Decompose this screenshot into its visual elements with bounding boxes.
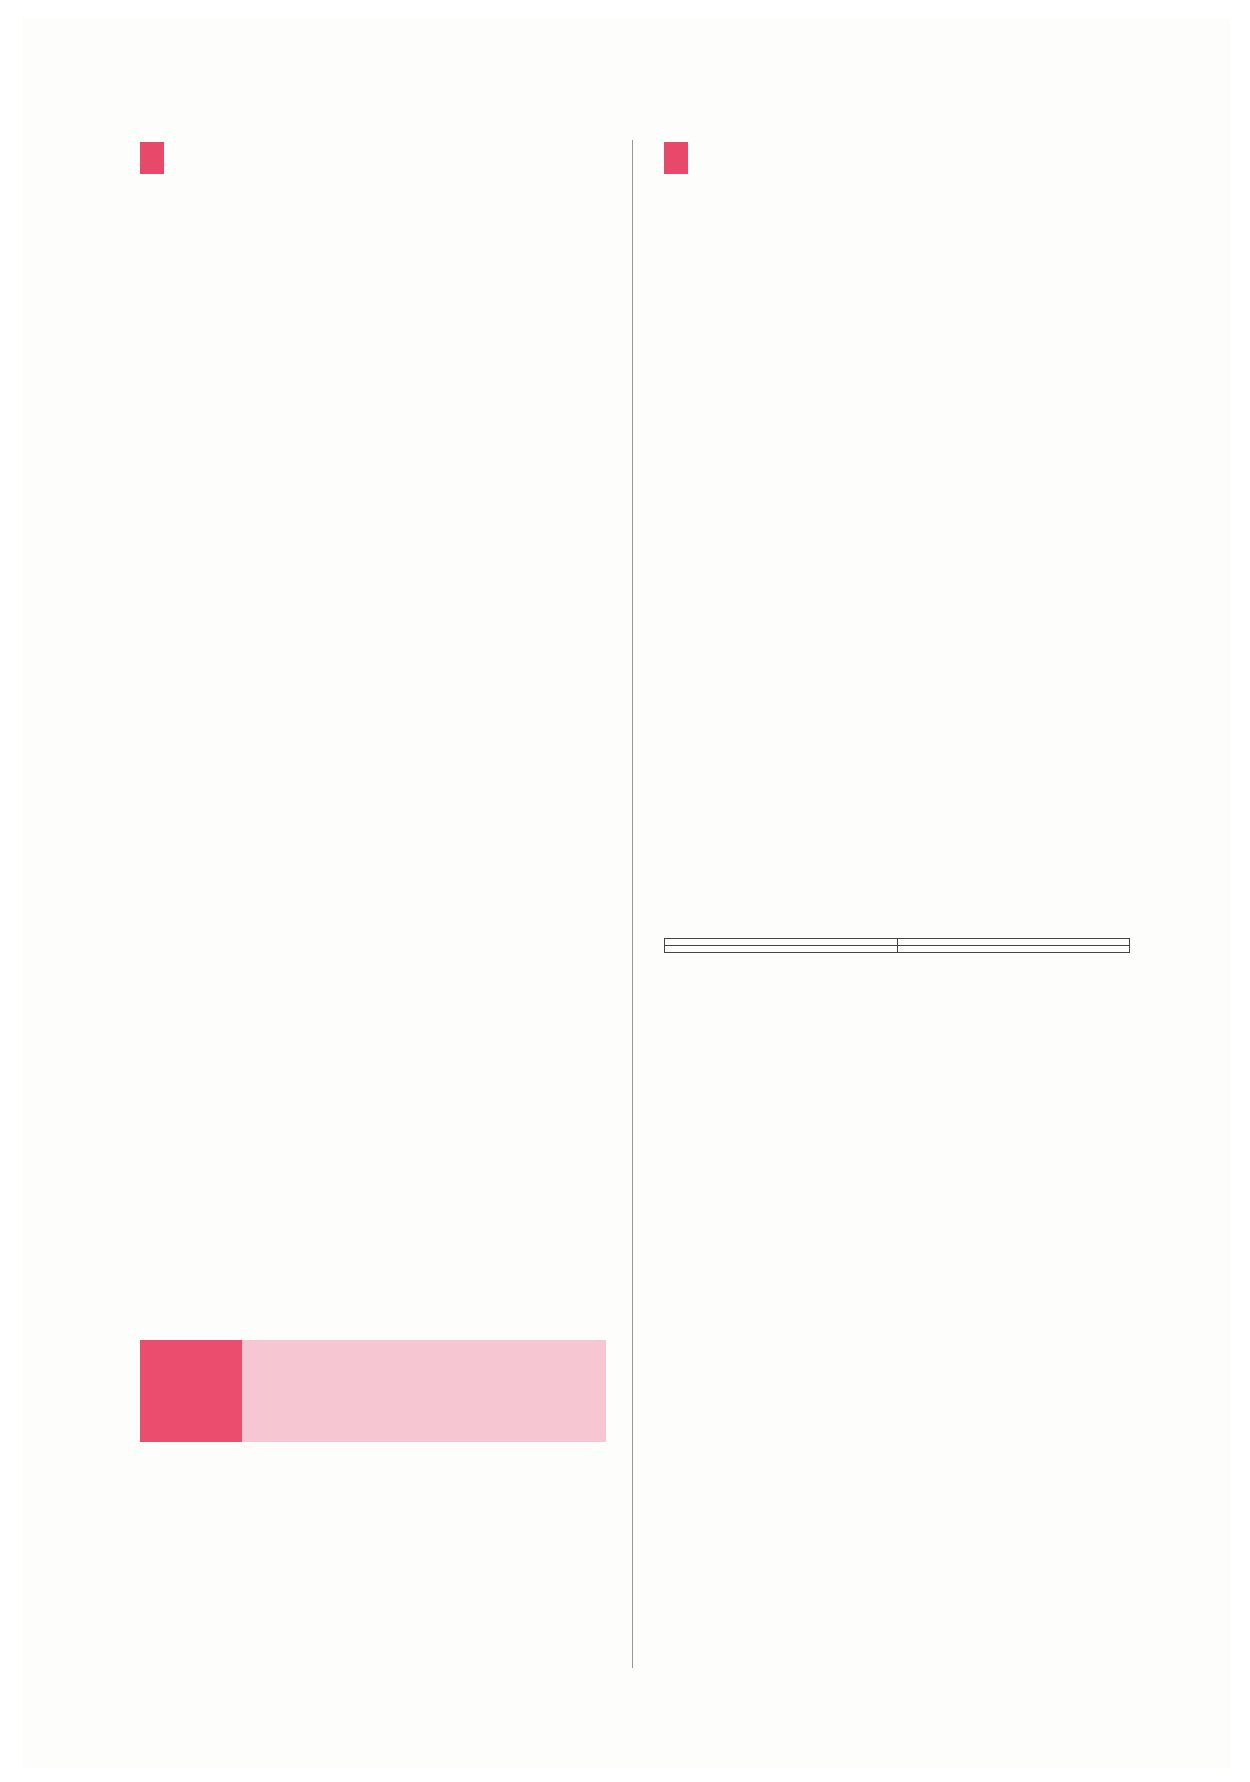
table-cell bbox=[665, 939, 898, 946]
translation-heading-row bbox=[664, 898, 1130, 938]
left-column bbox=[140, 138, 606, 188]
pets-translation-table bbox=[664, 938, 1130, 953]
table-cell bbox=[897, 939, 1130, 946]
table-cell bbox=[665, 946, 898, 953]
answer-section-heading bbox=[140, 142, 164, 174]
translation-heading-row bbox=[140, 1468, 606, 1508]
right-column bbox=[664, 138, 1130, 188]
passage-25-block bbox=[140, 1468, 606, 1508]
answer-section-heading bbox=[664, 142, 688, 174]
column-divider bbox=[632, 140, 633, 1668]
passage-26-block bbox=[664, 898, 1130, 953]
unit-label bbox=[140, 1340, 242, 1442]
unit-banner bbox=[140, 1340, 606, 1442]
table-cell bbox=[897, 946, 1130, 953]
